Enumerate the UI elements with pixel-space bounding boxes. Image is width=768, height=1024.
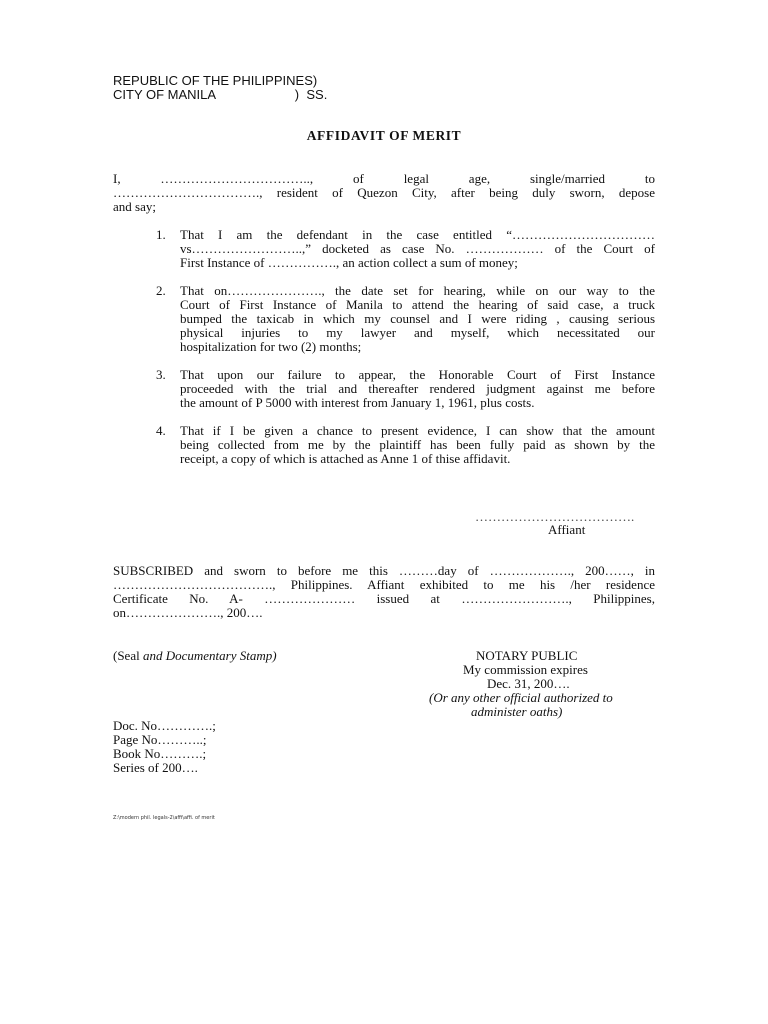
jurat-line-3: Certificate No. A- ………………… issued at ……………………., Philippines,: [113, 591, 655, 606]
venue-city: CITY OF MANILA ) SS.: [113, 87, 328, 102]
notary-alt-line-2: [471, 705, 562, 719]
jurat-line-4: on…………………., 200….: [113, 605, 263, 620]
item-2-line-3: bumped the taxicab in which my counsel and I were riding , causing serious: [180, 311, 655, 326]
item-1-line-2: vs……………………..,” docketed as case No. ……………… of the Court of: [180, 241, 655, 256]
affiant-signature-line: ……………………………….: [475, 509, 635, 524]
item-3-line-3: the amount of P 5000 with interest from January 1, 1961, plus costs.: [180, 395, 535, 410]
registry-book: Book No……….;: [113, 746, 207, 761]
item-2-line-4: physical injuries to my lawyer and myself, which necessitated our: [180, 325, 655, 340]
intro-line-2: ……………………………., resident of Quezon City, after being duly sworn, depose: [113, 185, 655, 200]
seal-note: [113, 649, 277, 663]
file-path-footer: Z:\modern phil. legals-2\affi\affi. of merit: [113, 815, 215, 821]
venue-republic: REPUBLIC OF THE PHILIPPINES): [113, 73, 318, 88]
item-3-line-1: That upon our failure to appear, the Honorable Court of First Instance: [180, 367, 655, 382]
notary-title: NOTARY PUBLIC: [476, 648, 578, 663]
item-2-line-5: hospitalization for two (2) months;: [180, 339, 362, 354]
item-1-number: 1.: [156, 227, 166, 242]
item-3-line-2: proceeded with the trial and thereafter rendered judgment against me before: [180, 381, 655, 396]
jurat-line-2: ………………………………., Philippines. Affiant exhibited to me his /her residence: [113, 577, 655, 592]
item-2-number: 2.: [156, 283, 166, 298]
item-4-line-2: being collected from me by the plaintiff has been fully paid as shown by the: [180, 437, 655, 452]
item-4-line-3: receipt, a copy of which is attached as Anne 1 of thise affidavit.: [180, 451, 511, 466]
intro-line-3: and say;: [113, 199, 156, 214]
item-4-line-1: That if I be given a chance to present evidence, I can show that the amount: [180, 423, 655, 438]
intro-paragraph: [113, 172, 655, 214]
item-1-line-3: First Instance of ……………., an action collect a sum of money;: [180, 255, 518, 270]
seal-italic: and Documentary Stamp): [142, 648, 277, 663]
notary-alt-line-1: [429, 691, 613, 705]
item-2-text: [180, 284, 655, 354]
item-3-text: [180, 368, 655, 410]
item-2-line-1: That on…………………., the date set for hearing, while on our way to the: [180, 283, 655, 298]
jurat-paragraph: [113, 564, 655, 620]
item-4-text: [180, 424, 655, 466]
registry-page: Page No………..;: [113, 732, 207, 747]
item-4-number: 4.: [156, 423, 166, 438]
item-3-number: 3.: [156, 367, 166, 382]
notary-alt-line-2-text: administer oaths): [471, 704, 563, 719]
registry-series: Series of 200….: [113, 760, 198, 775]
notary-commission: My commission expires: [463, 662, 588, 677]
document-title: AFFIDAVIT OF MERIT: [306, 128, 462, 143]
intro-line-1: I, …………………………….., of legal age, single/married to: [113, 171, 655, 186]
notary-date: Dec. 31, 200….: [487, 676, 570, 691]
item-1-line-1: That I am the defendant in the case entitled “……………………………: [180, 227, 655, 242]
registry-doc: Doc. No………….;: [113, 718, 216, 733]
seal-prefix: (Seal: [113, 648, 143, 663]
jurat-line-1: SUBSCRIBED and sworn to before me this ………day of ………………., 200……, in: [113, 563, 655, 578]
item-1-text: [180, 228, 655, 270]
item-2-line-2: Court of First Instance of Manila to attend the hearing of said case, a truck: [180, 297, 655, 312]
affiant-label: Affiant: [548, 522, 586, 537]
notary-alt-line-1-text: (Or any other official authorized to: [429, 690, 613, 705]
